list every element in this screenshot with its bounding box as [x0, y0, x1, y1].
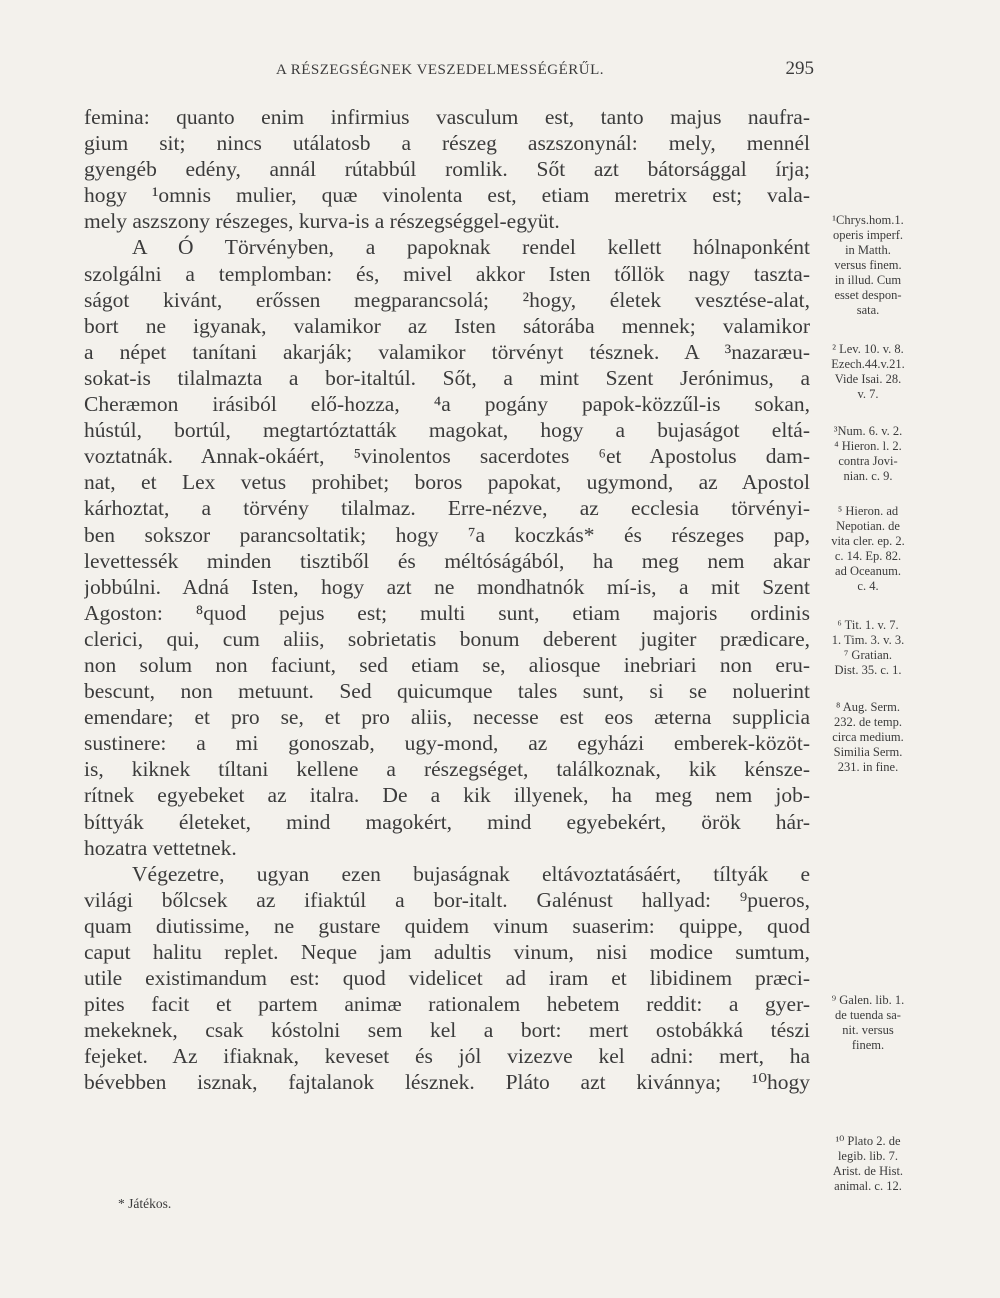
margin-note-line: ⁵ Hieron. ad — [837, 504, 899, 518]
margin-note-line: Nepotian. de — [836, 519, 900, 533]
margin-note-line: ⁹ Galen. lib. 1. — [831, 993, 905, 1007]
margin-note — [816, 618, 920, 678]
margin-note-line: 231. in fine. — [837, 760, 899, 774]
margin-note-line: ⁸ Aug. Serm. — [835, 700, 901, 714]
text-line: non solum non faciunt, sed etiam se, aliosque inebriari non eru- — [84, 652, 810, 677]
margin-note-line: de tuenda sa- — [835, 1008, 901, 1022]
main-text — [84, 104, 810, 1096]
margin-note-line: vita cler. ep. 2. — [831, 534, 905, 548]
text-line: clerici, qui, cum aliis, sobrietatis bonum deberent jugiter prædicare, — [84, 626, 810, 651]
margin-note-line: animal. c. 12. — [834, 1179, 902, 1193]
margin-note-line: ⁴ Hieron. l. 2. — [834, 439, 902, 453]
text-line: bévebben isznak, fajtalanok lésznek. Pláto azt kivánnya; ¹⁰hogy — [84, 1070, 810, 1095]
margin-note-line: in Matth. — [845, 243, 891, 257]
text-line: a népet tanítani akarják; valamikor törvényt tésznek. A ³nazaræu- — [84, 339, 810, 364]
text-line: utile existimandum est: quod videlicet ad iram et libidinem præci- — [84, 966, 810, 991]
margin-note-line: esset despon- — [834, 288, 902, 302]
margin-note-line: ² Lev. 10. v. 8. — [832, 342, 904, 356]
text-line: kárhoztat, a törvény tilalmaz. Erre-nézve, az ecclesia törvényi- — [84, 496, 810, 521]
running-header — [84, 58, 814, 80]
text-line: femina: quanto enim infirmius vasculum est, tanto majus naufra- — [84, 105, 810, 129]
text-line: bescunt, non metuunt. Sed quicumque tales sunt, si se noluerint — [84, 679, 810, 704]
margin-note-line: Ezech.44.v.21. — [831, 357, 905, 371]
text-line: ben sokszor parancsoltatik; hogy ⁷a koczkás* és részeges pap, — [84, 522, 810, 547]
margin-note-line: operis imperf. — [832, 228, 904, 242]
margin-note-line: sata. — [856, 303, 880, 317]
text-line: bort ne igyanak, valamikor az Isten sátorába mennek; valamikor — [84, 313, 810, 338]
margin-note-line: ¹Chrys.hom.1. — [832, 213, 904, 227]
text-line: sustinere: a mi gonoszab, ugy-mond, az egyházi emberek-közöt- — [84, 731, 810, 756]
text-line: mely aszszony részeges, kurva-is a részegséggel-együt. — [84, 209, 560, 234]
margin-note-line: in illud. Cum — [834, 273, 902, 287]
margin-note-line: nit. versus — [842, 1023, 894, 1037]
page-number: 295 — [785, 58, 814, 79]
text-line: mekeknek, csak kóstolni sem kel a bort: mert ostobákká tészi — [84, 1018, 810, 1043]
text-line: világi bőlcsek az ifiaktúl a bor-italt. Galénust hallyad: ⁹pueros, — [84, 887, 810, 912]
text-line: hozatra vettetnek. — [84, 835, 237, 860]
margin-note-line: Similia Serm. — [833, 745, 903, 759]
margin-note-line: ⁶ Tit. 1. v. 7. — [837, 618, 899, 632]
margin-note-line: Arist. de Hist. — [832, 1164, 904, 1178]
text-line: bíttyák életeket, mind magokért, mind egyebekért, örök hár- — [84, 809, 810, 834]
margin-note-line: finem. — [851, 1038, 885, 1052]
text-line: hogy ¹omnis mulier, quæ vinolenta est, etiam meretrix est; vala- — [84, 183, 810, 208]
text-line: quam diutissime, ne gustare quidem vinum suaserim: quippe, quod — [84, 913, 810, 938]
margin-note-line: versus finem. — [834, 258, 902, 272]
margin-note-line: nian. c. 9. — [843, 469, 893, 483]
margin-note-line: Vide Isai. 28. — [834, 372, 902, 386]
text-line: gyengéb edény, annál rútabbúl romlik. Sőt azt bátorsággal írja; — [84, 157, 810, 182]
text-line: ságot kivánt, erőssen megparancsolá; ²hogy, életek vesztése-alat, — [84, 287, 810, 312]
text-line: is, kiknek tíltani kellene a részegséget, találkoznak, kik kénsze- — [84, 757, 810, 782]
text-line: Végezetre, ugyan ezen bujaságnak eltávoztatásáért, tíltyák e — [132, 861, 810, 886]
margin-note — [816, 993, 920, 1053]
text-line: Agoston: ⁸quod pejus est; multi sunt, etiam majoris ordinis — [84, 600, 810, 625]
margin-note — [816, 504, 920, 594]
margin-note-line: 1. Tim. 3. v. 3. — [831, 633, 905, 647]
text-line: sokat-is tilalmazta a bor-italtúl. Sőt, a mint Szent Jerónimus, a — [84, 365, 810, 390]
text-line: pites facit et partem animæ rationalem hebetem reddit: a gyer- — [84, 992, 810, 1017]
text-line: nat, et Lex vetus prohibet; boros papokat, ugymond, az Apostol — [84, 470, 810, 495]
margin-note — [816, 1134, 920, 1194]
margin-note-line: ³Num. 6. v. 2. — [833, 424, 903, 438]
text-line: Cheræmon irásiból elő-hozza, ⁴a pogány papok-közzűl-is sokan, — [84, 392, 810, 417]
text-line: voztatnák. Annak-okáért, ⁵vinolentos sacerdotes ⁶et Apostolus dam- — [84, 444, 810, 469]
text-line: hústúl, bortúl, megtartóztatták magokat, hogy a bujaságot eltá- — [84, 418, 810, 443]
margin-note-line: ⁷ Gratian. — [843, 648, 893, 662]
text-line: jobbúlni. Adná Isten, hogy azt ne mondhatnók mí-is, a mit Szent — [84, 574, 810, 599]
text-line: levettessék minden tisztiből és méltóságából, ha meg nem akar — [84, 548, 810, 573]
text-line: caput halitu replet. Neque jam adultis vinum, nisi modice sumtum, — [84, 940, 810, 964]
text-line: rítnek egyebeket az italra. De a kik illyenek, ha meg nem job- — [84, 783, 810, 808]
margin-note-line: c. 4. — [857, 579, 879, 593]
text-line: A Ó Törvényben, a papoknak rendel kellett hólnaponként — [132, 235, 810, 260]
margin-note-line: Dist. 35. c. 1. — [834, 663, 902, 677]
margin-note-line: 232. de temp. — [833, 715, 903, 729]
running-title: A RÉSZEGSÉGNEK VESZEDELMESSÉGÉRŰL. — [276, 62, 604, 78]
margin-note-line: v. 7. — [857, 387, 879, 401]
text-line: emendare; et pro se, et pro aliis, necesse est eos æterna supplicia — [84, 705, 810, 730]
margin-note-line: circa medium. — [832, 730, 904, 744]
margin-note — [816, 213, 920, 318]
margin-note-line: ¹⁰ Plato 2. de — [835, 1134, 901, 1148]
footnote: * Játékos. — [118, 1196, 172, 1211]
text-line: szolgálni a templomban: és, mivel akkor Isten tőllök nagy taszta- — [84, 261, 810, 286]
margin-note-line: ad Oceanum. — [835, 564, 901, 578]
text-line: gium sit; nincs utálatosb a részeg aszszonynál: mely, mennél — [84, 131, 810, 156]
margin-note-line: legib. lib. 7. — [837, 1149, 899, 1163]
margin-note-line: contra Jovi- — [838, 454, 898, 468]
margin-note-line: c. 14. Ep. 82. — [834, 549, 902, 563]
margin-note — [816, 700, 920, 775]
text-line: fejeket. Az ifiaknak, keveset és jól vizezve kel adni: mert, ha — [84, 1044, 810, 1069]
margin-note — [816, 342, 920, 402]
margin-note — [816, 424, 920, 484]
